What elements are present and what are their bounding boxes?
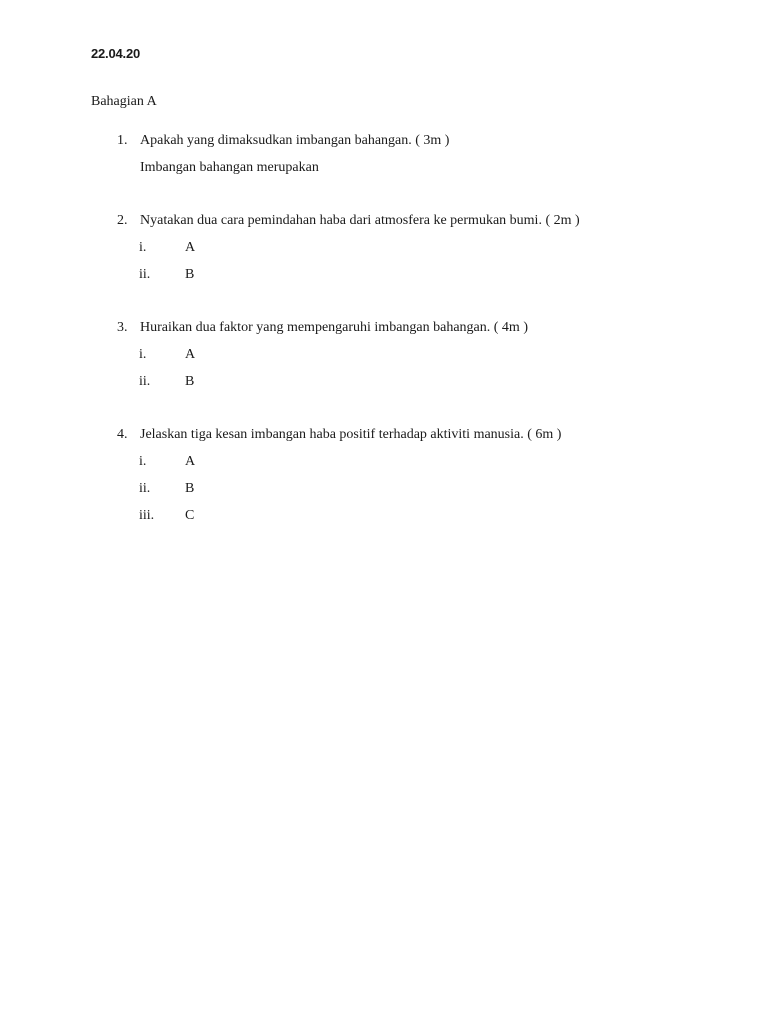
sub-item-value: A: [185, 454, 196, 469]
sub-item-number: i.: [139, 240, 147, 255]
sub-item-value: B: [185, 481, 195, 496]
answer-text: Imbangan bahangan merupakan: [140, 160, 319, 175]
sub-item: [0, 454, 768, 474]
sub-item-value: B: [185, 374, 195, 389]
sub-item-number: i.: [139, 347, 147, 362]
question-text: Apakah yang dimaksudkan imbangan bahangan. ( 3m ): [140, 133, 450, 148]
question-number: 1.: [117, 133, 128, 148]
sub-item-number: ii.: [139, 267, 151, 282]
sub-item-value: A: [185, 347, 196, 362]
sub-item-number: ii.: [139, 374, 151, 389]
section-title: Bahagian A: [91, 94, 157, 109]
sub-item-number: i.: [139, 454, 147, 469]
sub-item-value: C: [185, 508, 195, 523]
question-text: Huraikan dua faktor yang mempengaruhi imbangan bahangan. ( 4m ): [140, 320, 528, 335]
sub-item: [0, 347, 768, 367]
document-date: 22.04.20: [91, 46, 141, 61]
question-text: Jelaskan tiga kesan imbangan haba positif terhadap aktiviti manusia. ( 6m ): [140, 427, 562, 442]
sub-item: [0, 508, 768, 528]
sub-item: [0, 481, 768, 501]
sub-item: [0, 267, 768, 287]
question-number: 4.: [117, 427, 128, 442]
sub-item-value: B: [185, 267, 195, 282]
sub-item: [0, 374, 768, 394]
sub-item: [0, 240, 768, 260]
question-number: 2.: [117, 213, 128, 228]
question-number: 3.: [117, 320, 128, 335]
sub-item-number: ii.: [139, 481, 151, 496]
question-text: Nyatakan dua cara pemindahan haba dari atmosfera ke permukan bumi. ( 2m ): [140, 213, 580, 228]
sub-item-value: A: [185, 240, 196, 255]
sub-item-number: iii.: [139, 508, 155, 523]
